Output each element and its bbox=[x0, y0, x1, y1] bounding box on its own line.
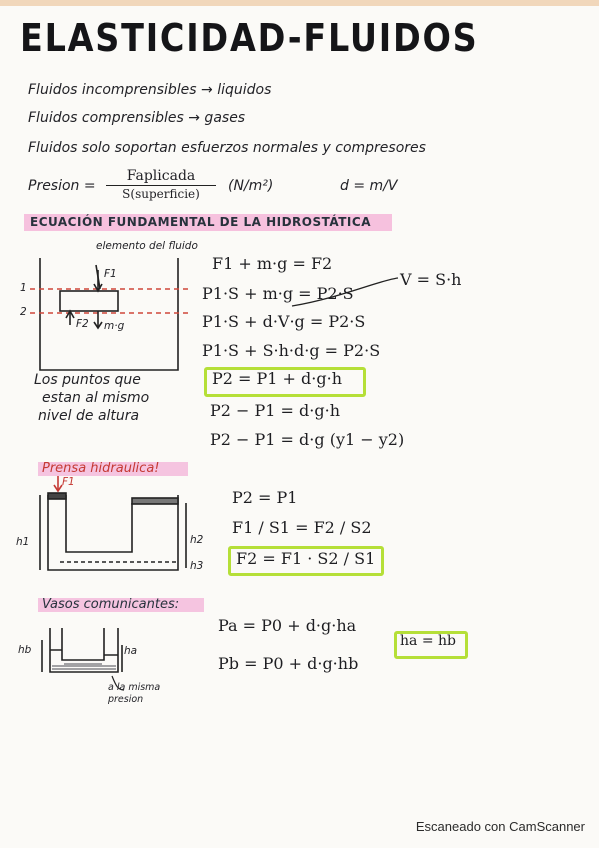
prensa-eq-3: F2 = F1 · S2 / S1 bbox=[236, 549, 376, 568]
scanner-watermark: Escaneado con CamScanner bbox=[415, 819, 585, 834]
level-2-label: 2 bbox=[20, 306, 27, 318]
hidro-eq-7: P2 − P1 = d·g (y1 − y2) bbox=[210, 430, 405, 449]
press-f1-label: F1 bbox=[62, 476, 75, 488]
presion-units: (N/m²) bbox=[228, 178, 274, 194]
intro-line-1: Fluidos incomprensibles → liquidos bbox=[28, 82, 272, 98]
vasos-inner bbox=[62, 628, 104, 660]
volume-note: V = S·h bbox=[400, 270, 462, 289]
vasos-fluid-hatch bbox=[52, 664, 116, 669]
fluid-element-box bbox=[60, 291, 118, 311]
densidad-formula: d = m/V bbox=[340, 178, 398, 194]
h3-label: h3 bbox=[190, 560, 204, 572]
page-title: ELASTICIDAD-FLUIDOS bbox=[20, 16, 479, 60]
f1-label: F1 bbox=[104, 268, 117, 280]
prensa-eq-1: P2 = P1 bbox=[232, 488, 298, 507]
vasos-eq-2: Pb = P0 + d·g·hb bbox=[218, 654, 359, 673]
ha-label: ha bbox=[124, 645, 138, 657]
h1-label: h1 bbox=[16, 536, 30, 548]
hidro-eq-3: P1·S + d·V·g = P2·S bbox=[202, 312, 366, 331]
section-heading-vasos: Vasos comunicantes: bbox=[42, 597, 180, 612]
piston-small bbox=[48, 493, 66, 499]
hidro-eq-6: P2 − P1 = d·g·h bbox=[210, 401, 341, 420]
prensa-eq-2: F1 / S1 = F2 / S2 bbox=[232, 518, 372, 537]
same-level-note-1: Los puntos que bbox=[34, 372, 141, 388]
elemento-label: elemento del fluido bbox=[96, 240, 198, 252]
f2-label: F2 bbox=[76, 318, 89, 330]
mg-label: m·g bbox=[104, 320, 125, 332]
hidro-eq-5: P2 = P1 + d·g·h bbox=[212, 369, 343, 388]
level-1-label: 1 bbox=[20, 282, 27, 294]
section-heading-hidrostatica: ECUACIÓN FUNDAMENTAL DE LA HIDROSTÁTICA bbox=[30, 215, 371, 229]
press-inner bbox=[66, 495, 132, 552]
hidro-eq-1: F1 + m·g = F2 bbox=[212, 254, 333, 273]
hidro-eq-4: P1·S + S·h·d·g = P2·S bbox=[202, 341, 381, 360]
vasos-levels bbox=[50, 650, 118, 655]
vasos-note: a la misma presion bbox=[108, 682, 161, 705]
h2-label: h2 bbox=[190, 534, 204, 546]
presion-denominator: S(superficie) bbox=[122, 187, 200, 201]
hb-label: hb bbox=[18, 644, 32, 656]
presion-label: Presion = bbox=[28, 178, 96, 194]
intro-line-2: Fluidos comprensibles → gases bbox=[28, 110, 246, 126]
presion-numerator: Faplicada bbox=[126, 168, 196, 184]
vasos-eq-1: Pa = P0 + d·g·ha bbox=[218, 616, 357, 635]
intro-line-3: Fluidos solo soportan esfuerzos normales y compresores bbox=[28, 140, 426, 156]
same-level-note-3: nivel de altura bbox=[38, 408, 140, 424]
hidro-eq-2: P1·S + m·g = P2·S bbox=[202, 284, 354, 303]
same-level-note-2: estan al mismo bbox=[42, 390, 150, 406]
piston-large bbox=[132, 498, 178, 504]
press-outer bbox=[48, 495, 178, 570]
vasos-eq-3: ha = hb bbox=[400, 633, 456, 649]
section-heading-prensa: Prensa hidraulica! bbox=[42, 461, 160, 476]
